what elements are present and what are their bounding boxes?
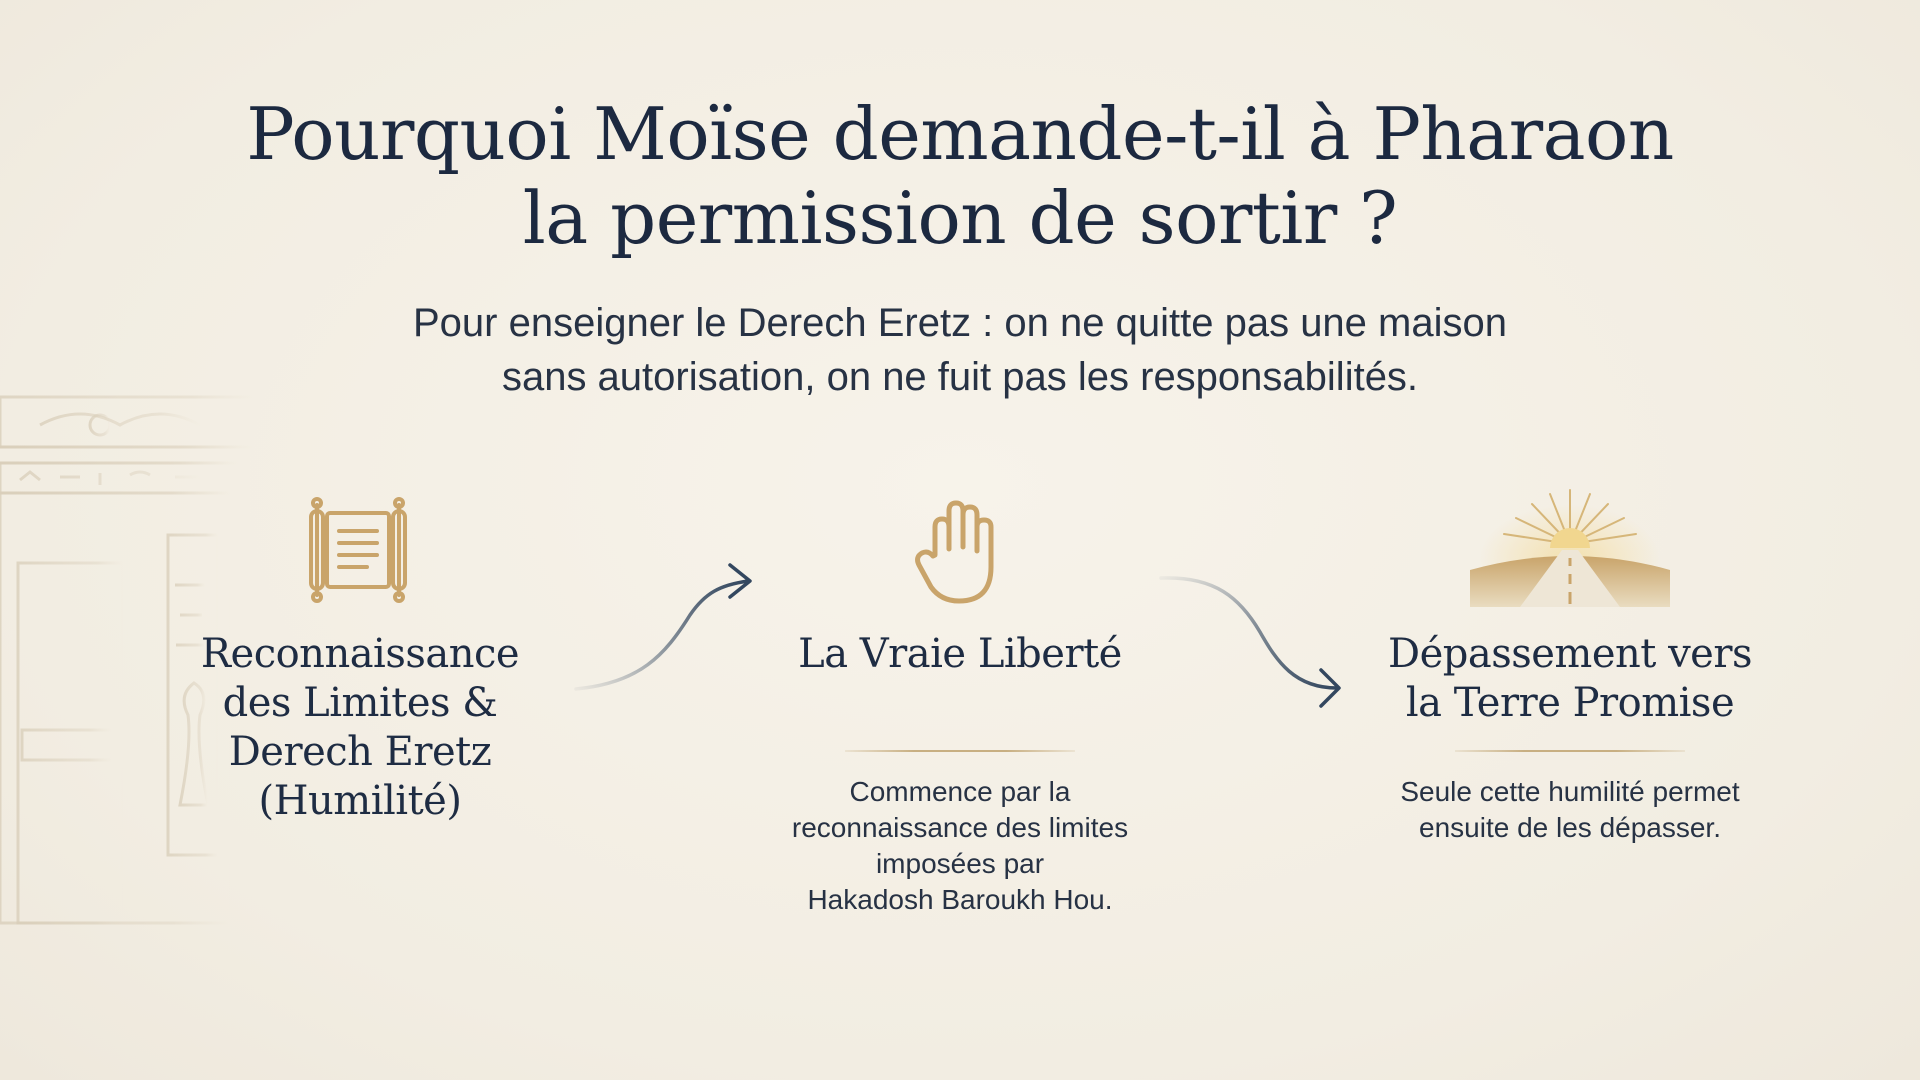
step-3-description-line-1: Seule cette humilité permet	[1400, 776, 1740, 807]
step-1-heading-line-4: (Humilité)	[258, 778, 462, 824]
step-3-description-line-2: ensuite de les dépasser.	[1419, 812, 1721, 843]
step-1-heading	[160, 630, 560, 826]
step-3-description	[1340, 774, 1800, 846]
step-3-heading	[1340, 630, 1800, 728]
step-2-description-line-2: reconnaissance des limites	[791, 812, 1129, 843]
step-1-heading-line-3: Derech Eretz	[228, 729, 492, 775]
step-3-heading-line-2: la Terre Promise	[1405, 680, 1735, 726]
step-3-heading-line-1: Dépassement vers	[1388, 631, 1752, 677]
scroll-icon	[303, 495, 413, 605]
step-2-divider	[845, 750, 1075, 752]
step-2-description	[740, 774, 1180, 918]
step-2-heading	[760, 630, 1160, 679]
subtitle-line-2: sans autorisation, on ne fuit pas les responsabilités.	[501, 355, 1419, 399]
page-subtitle	[0, 296, 1920, 404]
subtitle-line-1: Pour enseigner le Derech Eretz : on ne quitte pas une maison	[413, 301, 1507, 345]
step-2-description-line-4: Hakadosh Baroukh Hou.	[807, 884, 1113, 915]
arrow-step-1-to-2	[570, 555, 770, 705]
step-1-heading-line-2: des Limites &	[222, 680, 498, 726]
title-line-1: Pourquoi Moïse demande-t-il à Pharaon	[246, 92, 1674, 176]
step-2-description-line-1: Commence par la	[849, 776, 1071, 807]
sunrise-road-icon	[1470, 482, 1670, 607]
page-title	[0, 92, 1920, 260]
step-3-divider	[1455, 750, 1685, 752]
step-1-heading-line-1: Reconnaissance	[200, 631, 520, 677]
raised-hand-icon	[915, 497, 1007, 607]
title-line-2: la permission de sortir ?	[522, 176, 1398, 260]
step-2-description-line-3: imposées par	[875, 848, 1045, 879]
arrow-step-2-to-3	[1155, 570, 1355, 720]
step-2-heading-line-1: La Vraie Liberté	[798, 631, 1122, 677]
